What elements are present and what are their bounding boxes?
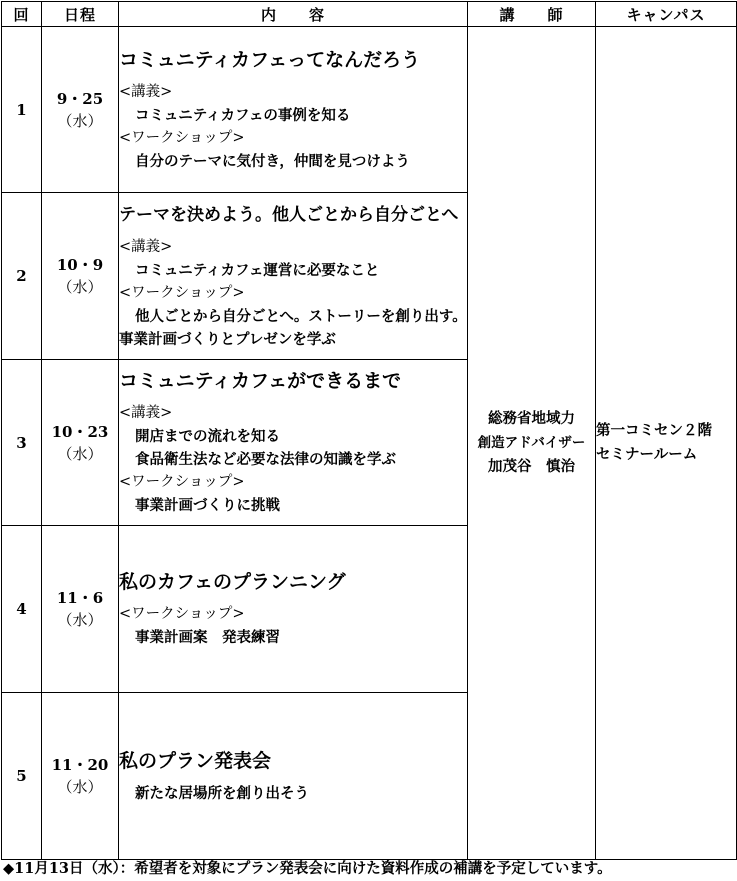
header-date: 日程 <box>42 2 119 27</box>
session-num: 5 <box>2 693 42 860</box>
header-content: 内 容 <box>119 2 468 27</box>
session-date-value: 10・23 <box>51 422 109 441</box>
section-label-workshop: <ワークショップ> <box>119 129 245 146</box>
session-detail: 開店までの流れを知る <box>135 428 280 445</box>
session-detail: 自分のテーマに気付き，仲間を見つけよう <box>135 152 410 170</box>
schedule-table <box>1 1 737 860</box>
session-weekday: （水） <box>57 778 103 796</box>
section-label-workshop: <ワークショップ> <box>119 606 245 622</box>
session-content <box>119 27 468 193</box>
session-date-value: 11・6 <box>56 589 104 607</box>
session-title: コミュニティカフェができるまで <box>119 370 402 392</box>
section-label-lecture: <講義> <box>119 83 173 100</box>
session-title: 私のカフェのプランニング <box>119 571 346 593</box>
session-detail: 食品衛生法など必要な法律の知識を学ぶ <box>135 451 396 468</box>
campus-cell <box>596 27 737 860</box>
session-title: コミュニティカフェってなんだろう <box>119 48 421 71</box>
session-weekday: （水） <box>57 444 103 463</box>
session-content <box>119 693 468 860</box>
campus-building: 第一コミセン２階 <box>596 422 712 439</box>
section-label-workshop: <ワークショップ> <box>119 284 245 301</box>
session-date <box>42 526 119 693</box>
session-num: 2 <box>2 193 42 360</box>
session-row-1 <box>2 27 737 193</box>
session-date <box>42 193 119 360</box>
session-date <box>42 27 119 193</box>
campus-room: セミナールーム <box>596 446 698 463</box>
section-label-workshop: <ワークショップ> <box>119 474 245 490</box>
session-detail: 新たな居場所を創り出そう <box>135 784 309 802</box>
lecturer-cell <box>468 27 596 860</box>
header-campus: キャンパス <box>596 2 737 27</box>
session-num: 4 <box>2 526 42 693</box>
session-title: 私のプラン発表会 <box>119 749 272 772</box>
session-detail: コミュニティカフェ運営に必要なこと <box>135 261 380 279</box>
session-date-value: 9・25 <box>56 89 104 108</box>
header-lecturer: 講 師 <box>468 2 596 27</box>
session-num: 1 <box>2 27 42 193</box>
session-content <box>119 193 468 360</box>
session-weekday: （水） <box>57 611 103 629</box>
session-date-value: 11・20 <box>51 756 109 774</box>
session-content <box>119 360 468 526</box>
header-row <box>2 2 737 27</box>
session-detail: 他人ごとから自分ごとへ。ストーリーを創り出す。事業計画づくりとプレゼンを学ぶ <box>119 307 467 348</box>
session-detail: コミュニティカフェの事例を知る <box>135 106 351 124</box>
lecturer-role: 創造アドバイザー <box>477 435 586 451</box>
session-detail: 事業計画案 発表練習 <box>135 629 280 646</box>
lecturer-name: 加茂谷 慎治 <box>488 458 575 475</box>
session-weekday: （水） <box>57 278 103 296</box>
session-num: 3 <box>2 360 42 526</box>
section-label-lecture: <講義> <box>119 238 173 255</box>
session-title: テーマを決めよう。他人ごとから自分ごとへ <box>119 204 459 225</box>
lecturer-affiliation: 総務省地域力 <box>488 410 575 427</box>
session-weekday: （水） <box>57 111 103 130</box>
session-date <box>42 693 119 860</box>
session-content <box>119 526 468 693</box>
session-detail: 事業計画づくりに挑戦 <box>135 497 280 514</box>
session-date-value: 10・9 <box>56 256 104 274</box>
session-date <box>42 360 119 526</box>
footnote: ◆11月13日（水）：希望者を対象にプラン発表会に向けた資料作成の補講を予定しています。 <box>3 860 612 877</box>
header-num: 回 <box>2 2 42 27</box>
section-label-lecture: <講義> <box>119 405 173 421</box>
